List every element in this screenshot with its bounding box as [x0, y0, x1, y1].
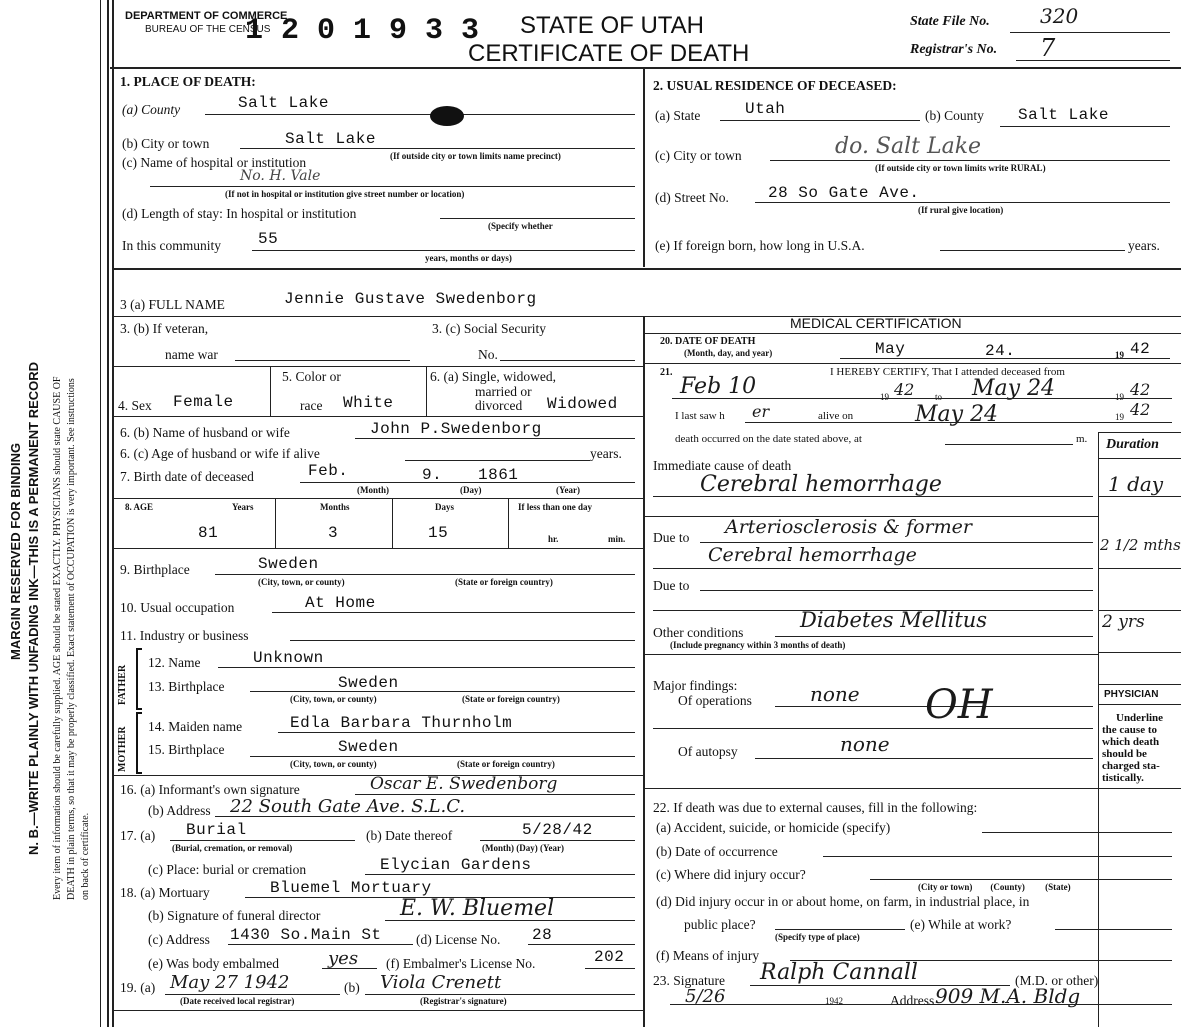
operations-label: Of operations	[678, 693, 752, 708]
informant-address-value: 22 South Gate Ave. S.L.C.	[230, 796, 466, 817]
bureau-label: BUREAU OF THE CENSUS	[145, 24, 271, 35]
father-birthplace-label: 13. Birthplace	[148, 679, 225, 694]
embalmed-value: yes	[328, 948, 359, 969]
state-title: STATE OF UTAH	[520, 12, 704, 39]
death-year: 42	[1130, 340, 1151, 358]
place-county-label: (a) County	[122, 102, 181, 117]
industry-label: 11. Industry or business	[120, 628, 249, 643]
occurred-label: death occurred on the date stated above, at	[675, 433, 862, 445]
physician-address-value: 909 M.A. Bldg	[935, 984, 1081, 1008]
operations-value: none	[810, 682, 860, 706]
mother-state-caption: (State or foreign country)	[457, 759, 555, 769]
alive-on-label: alive on	[818, 410, 854, 422]
margin-ink-text: N. B.—WRITE PLAINLY WITH UNFADING INK—THIS IS A PERMANENT RECORD	[26, 361, 41, 855]
due-to-2-label: Due to	[653, 578, 690, 593]
medical-heading: MEDICAL CERTIFICATION	[790, 315, 962, 331]
burial-label: 17. (a)	[120, 828, 156, 843]
underline-note-2: the cause to	[1102, 724, 1157, 736]
age-days-value: 15	[428, 524, 449, 542]
md-label: (M.D. or other)	[1015, 973, 1099, 988]
age-less-day-caption: If less than one day	[518, 502, 593, 512]
immediate-cause-value: Cerebral hemorrhage	[700, 472, 942, 497]
state-file-value: 320	[1040, 4, 1079, 28]
external-e-label: (e) While at work?	[910, 917, 1012, 932]
residence-heading: 2. USUAL RESIDENCE OF DECEASED:	[653, 78, 897, 93]
residence-state-value: Utah	[745, 100, 786, 118]
place-city-value: Salt Lake	[285, 130, 376, 148]
other-conditions-duration: 2 yrs	[1102, 612, 1145, 632]
ink-blot	[430, 106, 464, 126]
license-value: 28	[532, 926, 553, 944]
mother-side-label: MOTHER	[117, 726, 128, 772]
external-c-label: (c) Where did injury occur?	[656, 867, 806, 882]
registrar-sig-value: Viola Crenett	[380, 972, 502, 993]
director-sig-label: (b) Signature of funeral director	[148, 908, 321, 923]
underline-note-3: which death	[1102, 736, 1160, 748]
autopsy-value: none	[840, 732, 890, 756]
husband-label: 6. (b) Name of husband or wife	[120, 425, 290, 440]
death-date-sublabel: (Month, day, and year)	[684, 348, 773, 358]
residence-city-label: (c) City or town	[655, 148, 742, 163]
father-birthplace-value: Sweden	[338, 674, 399, 692]
residence-city-value: do. Salt Lake	[835, 134, 982, 159]
due-to-1-value-a: Arteriosclerosis & former	[725, 516, 972, 538]
other-conditions-note: (Include pregnancy within 3 months of death)	[670, 640, 846, 650]
specify-note: (Specify whether	[488, 221, 553, 231]
min-caption: min.	[608, 534, 626, 544]
hospital-label: (c) Name of hospital or institution	[122, 155, 307, 170]
cert-text: I HEREBY CERTIFY, That I attended deceased from	[830, 366, 1065, 378]
immediate-duration: 1 day	[1108, 472, 1164, 496]
underline-note-1: Underline	[1116, 712, 1164, 724]
m-label: m.	[1076, 433, 1088, 445]
margin-note-3: on back of certificate.	[80, 812, 91, 900]
age-months-value: 3	[328, 524, 339, 542]
received-value: May 27 1942	[170, 972, 290, 993]
alive-year-prefix: 19	[1115, 412, 1124, 422]
attend-to-value: May 24	[972, 376, 1056, 401]
margin-binding-text: MARGIN RESERVED FOR BINDING	[8, 442, 23, 660]
birth-date-label: 7. Birth date of deceased	[120, 469, 254, 484]
age-years-value: 81	[198, 524, 219, 542]
death-date-label: 20. DATE OF DEATH	[660, 336, 756, 347]
other-conditions-value: Diabetes Mellitus	[800, 608, 988, 632]
occupation-label: 10. Usual occupation	[120, 600, 235, 615]
spouse-age-label: 6. (c) Age of husband or wife if alive	[120, 446, 320, 461]
last-saw-label: I last saw h	[675, 410, 725, 422]
maiden-name-label: 14. Maiden name	[148, 719, 243, 734]
burial-date-label: (b) Date thereof	[366, 828, 453, 843]
embalmed-label: (e) Was body embalmed	[148, 956, 279, 971]
burial-place-value: Elycian Gardens	[380, 856, 532, 874]
to-year-value: 42	[1130, 380, 1151, 399]
signature-label: 23. Signature	[653, 973, 725, 988]
margin-note-2: DEATH in plain terms, so that it may be properly classified. Exact statement of OCCUPATION is very important. See instructions	[66, 378, 77, 900]
informant-address-label: (b) Address	[148, 803, 211, 818]
physician-label: PHYSICIAN	[1104, 689, 1159, 700]
registrar-sig-caption: (Registrar's signature)	[420, 996, 507, 1006]
underline-note-4: should be	[1102, 748, 1147, 760]
residence-city-note: (If outside city or town limits write RURAL)	[875, 163, 1046, 173]
sex-label: 4. Sex	[118, 398, 152, 413]
last-saw-value: er	[752, 402, 770, 421]
birth-day: 9.	[422, 466, 443, 484]
birthplace-city-caption: (City, town, or county)	[258, 577, 345, 587]
to-label: to	[935, 392, 943, 402]
residence-county-label: (b) County	[925, 108, 984, 123]
serial-number: 1 2 0 1 9 3 3	[245, 14, 480, 48]
external-d-caption: (Specify type of place)	[775, 932, 860, 942]
external-d2-label: public place?	[684, 917, 756, 932]
community-units: years, months or days)	[425, 253, 512, 263]
physician-address-label: Address	[890, 993, 935, 1008]
community-value: 55	[258, 230, 279, 248]
birthplace-value: Sweden	[258, 555, 319, 573]
father-city-caption: (City, town, or county)	[290, 694, 377, 704]
father-side-label: FATHER	[117, 664, 128, 705]
death-month: May	[875, 340, 906, 358]
burial-date-caption: (Month) (Day) (Year)	[482, 843, 564, 853]
place-city-label: (b) City or town	[122, 136, 210, 151]
external-d-label: (d) Did injury occur in or about home, on farm, in industrial place, in	[656, 894, 1030, 909]
birthplace-label: 9. Birthplace	[120, 562, 190, 577]
immediate-cause-label: Immediate cause of death	[653, 458, 792, 473]
sex-value: Female	[173, 393, 234, 411]
foreign-label: (e) If foreign born, how long in U.S.A.	[655, 238, 865, 253]
marital-value: Widowed	[547, 395, 618, 413]
cert-number: 21.	[660, 367, 673, 378]
community-label: In this community	[122, 238, 221, 253]
other-conditions-label: Other conditions	[653, 625, 744, 640]
signature-date: 5/26	[685, 986, 726, 1007]
autopsy-label: Of autopsy	[678, 744, 738, 759]
birth-year-caption: (Year)	[556, 485, 580, 495]
street-value: 28 So Gate Ave.	[768, 184, 920, 202]
external-b-label: (b) Date of occurrence	[656, 844, 778, 859]
registrar-b-label: (b)	[344, 980, 360, 995]
informant-sig-label: 16. (a) Informant's own signature	[120, 782, 300, 797]
alive-year-value: 42	[1130, 400, 1151, 419]
not-hospital-note: (If not in hospital or institution give street number or location)	[225, 189, 465, 199]
signature-value: Ralph Cannall	[760, 960, 918, 985]
ss-label: 3. (c) Social Security	[432, 321, 546, 336]
external-heading: 22. If death was due to external causes, fill in the following:	[653, 800, 978, 815]
residence-county-value: Salt Lake	[1018, 106, 1109, 124]
foreign-years: years.	[1128, 238, 1160, 253]
marital-label-3: divorced	[475, 398, 523, 413]
duration-heading: Duration	[1106, 437, 1159, 452]
director-sig-value: E. W. Bluemel	[400, 896, 555, 921]
name-war-label: name war	[165, 347, 218, 362]
marital-label-2: married or	[475, 384, 532, 399]
mother-city-caption: (City, town, or county)	[290, 759, 377, 769]
residence-state-label: (a) State	[655, 108, 701, 123]
race-label: race	[300, 398, 323, 413]
from-year-value: 42	[894, 380, 915, 399]
mortuary-value: Bluemel Mortuary	[270, 879, 432, 897]
stay-label: (d) Length of stay: In hospital or institution	[122, 206, 357, 221]
marital-label-1: 6. (a) Single, widowed,	[430, 369, 556, 384]
burial-caption: (Burial, cremation, or removal)	[172, 843, 293, 853]
embalmer-license-value: 202	[594, 948, 625, 966]
informant-sig-value: Oscar E. Swedenborg	[370, 774, 558, 794]
burial-place-label: (c) Place: burial or cremation	[148, 862, 307, 877]
from-year-prefix: 19	[880, 392, 889, 402]
underline-note-6: tistically.	[1102, 772, 1144, 784]
received-label: 19. (a)	[120, 980, 156, 995]
veteran-label: 3. (b) If veteran,	[120, 321, 209, 336]
age-months-caption: Months	[320, 502, 350, 512]
to-year-prefix: 19	[1115, 392, 1124, 402]
external-c-captions: (City or town) (County) (State)	[918, 882, 1071, 892]
received-caption: (Date received local registrar)	[180, 996, 295, 1006]
attend-from-value: Feb 10	[680, 374, 757, 399]
father-name-value: Unknown	[253, 649, 324, 667]
full-name-label: 3 (a) FULL NAME	[120, 297, 225, 312]
ss-no-label: No.	[478, 347, 498, 362]
street-label: (d) Street No.	[655, 190, 729, 205]
father-state-caption: (State or foreign country)	[462, 694, 560, 704]
due-to-1-value-b: Cerebral hemorrhage	[708, 544, 917, 566]
hr-caption: hr.	[548, 534, 559, 544]
birth-month: Feb.	[308, 462, 349, 480]
embalmer-license-label: (f) Embalmer's License No.	[386, 956, 536, 971]
state-file-label: State File No.	[910, 14, 990, 29]
birth-year: 1861	[478, 466, 519, 484]
external-a-label: (a) Accident, suicide, or homicide (specify)	[656, 820, 891, 835]
signature-year: 1942	[825, 996, 843, 1006]
burial-value: Burial	[186, 821, 247, 839]
place-heading: 1. PLACE OF DEATH:	[120, 74, 256, 89]
registrar-value: 7	[1040, 34, 1056, 62]
hospital-note: (If outside city or town limits name precinct)	[390, 151, 561, 161]
registrar-label: Registrar's No.	[910, 42, 998, 57]
age-days-caption: Days	[435, 502, 455, 512]
underline-note-5: charged sta-	[1102, 760, 1160, 772]
due-to-1-label: Due to	[653, 530, 690, 545]
mother-birthplace-value: Sweden	[338, 738, 399, 756]
birth-month-caption: (Month)	[357, 485, 389, 495]
maiden-name-value: Edla Barbara Thurnholm	[290, 714, 513, 732]
spouse-age-units: years.	[590, 446, 622, 461]
birth-day-caption: (Day)	[460, 485, 482, 495]
color-label: 5. Color or	[282, 369, 341, 384]
due-to-1-duration: 2 1/2 mths	[1100, 536, 1181, 554]
occupation-value: At Home	[305, 594, 376, 612]
hospital-value: No. H. Vale	[240, 168, 321, 184]
race-value: White	[343, 394, 394, 412]
license-label: (d) License No.	[416, 932, 501, 947]
mortuary-address-label: (c) Address	[148, 932, 210, 947]
full-name-value: Jennie Gustave Swedenborg	[284, 290, 537, 308]
mother-birthplace-label: 15. Birthplace	[148, 742, 225, 757]
external-f-label: (f) Means of injury	[656, 948, 760, 963]
father-name-label: 12. Name	[148, 655, 201, 670]
burial-date-value: 5/28/42	[522, 821, 593, 839]
birthplace-state-caption: (State or foreign country)	[455, 577, 553, 587]
certificate-title: CERTIFICATE OF DEATH	[468, 40, 750, 67]
physician-initials: OH	[925, 682, 993, 728]
husband-value: John P.Swedenborg	[370, 420, 542, 438]
findings-label: Major findings:	[653, 678, 738, 693]
rural-note: (If rural give location)	[918, 205, 1004, 215]
department-label: DEPARTMENT OF COMMERCE	[125, 10, 288, 22]
mortuary-label: 18. (a) Mortuary	[120, 885, 210, 900]
death-day: 24.	[985, 342, 1016, 360]
age-years-caption: Years	[232, 502, 254, 512]
margin-note-1: Every item of information should be carefully supplied. AGE should be stated EXACTLY. PHYSICIANS should state CAUSE OF	[52, 376, 63, 900]
place-county-value: Salt Lake	[238, 94, 329, 112]
mortuary-address-value: 1430 So.Main St	[230, 926, 382, 944]
death-year-prefix: 19	[1115, 350, 1124, 360]
age-label: 8. AGE	[125, 502, 154, 512]
alive-date-value: May 24	[915, 402, 999, 427]
